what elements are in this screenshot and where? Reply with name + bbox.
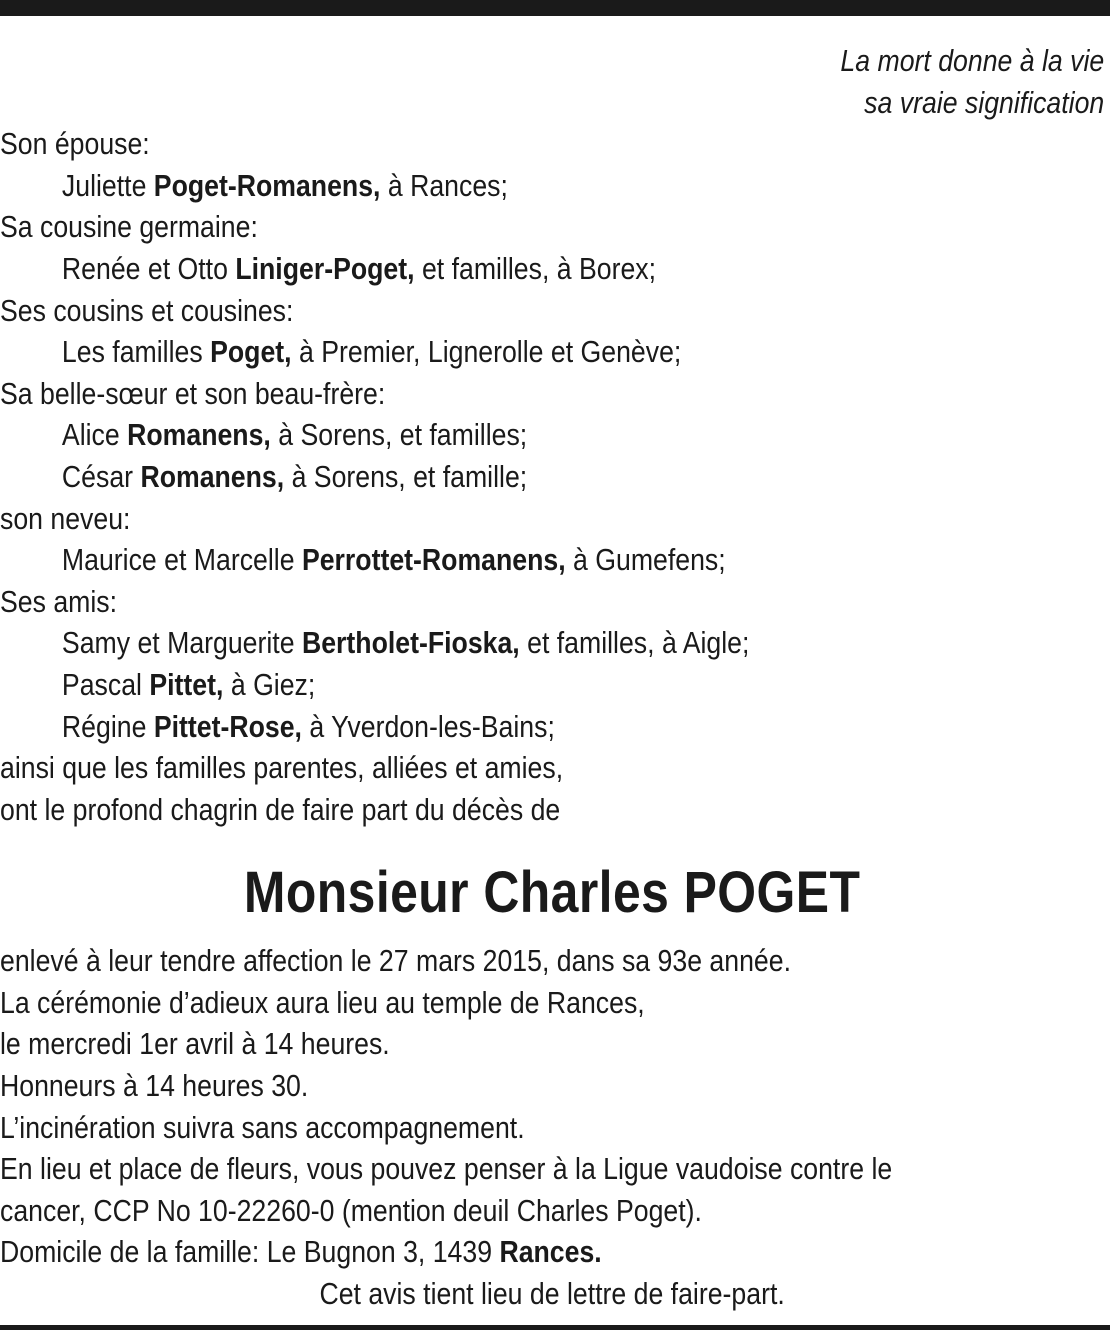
intro — [0, 747, 1104, 830]
domicile-text: Domicile de la famille: Le Bugnon 3, 1439 — [0, 1234, 500, 1270]
intro-line: ainsi que les familles parentes, alliées et amies, — [0, 750, 564, 786]
member-surname: Poget-Romanens, — [153, 167, 381, 203]
member-location: et familles, à Aigle; — [519, 625, 750, 661]
member-surname: Liniger-Poget, — [235, 250, 415, 286]
member-surname: Romanens, — [140, 458, 285, 494]
group-heading: Ses cousins et cousines: — [0, 292, 294, 328]
member-surname: Perrottet-Romanens, — [301, 542, 566, 578]
family-member — [0, 456, 1104, 498]
epigraph — [0, 40, 1104, 123]
family-member — [0, 165, 1104, 207]
member-surname: Pittet, — [149, 666, 224, 702]
family-member — [0, 664, 1104, 706]
detail-line: En lieu et place de fleurs, vous pouvez penser à la Ligue vaudoise contre le — [0, 1151, 893, 1187]
member-given-names: Renée et Otto — [61, 250, 236, 286]
family-member — [0, 414, 1104, 456]
member-location: à Rances; — [380, 167, 508, 203]
member-location: et familles, à Borex; — [414, 250, 657, 286]
epigraph-line: sa vraie signification — [864, 84, 1105, 120]
top-border-bar — [0, 0, 1110, 16]
member-given-names: Alice — [61, 417, 128, 453]
member-location: à Giez; — [223, 666, 316, 702]
group-heading: Sa cousine germaine: — [0, 209, 258, 245]
group-heading: Ses amis: — [0, 583, 118, 619]
member-surname: Bertholet-Fioska, — [301, 625, 520, 661]
member-location: à Yverdon-les-Bains; — [301, 708, 555, 744]
member-location: à Gumefens; — [565, 542, 726, 578]
member-surname: Poget, — [210, 334, 292, 370]
member-given-names: César — [61, 458, 141, 494]
family-member — [0, 331, 1104, 373]
member-location: à Sorens, et famille; — [284, 458, 528, 494]
group-heading: son neveu: — [0, 500, 131, 536]
family-member — [0, 248, 1104, 290]
detail-line: le mercredi 1er avril à 14 heures. — [0, 1026, 390, 1062]
member-given-names: Samy et Marguerite — [61, 625, 302, 661]
domicile-line — [0, 1231, 1104, 1273]
member-location: à Premier, Lignerolle et Genève; — [291, 334, 682, 370]
member-given-names: Maurice et Marcelle — [61, 542, 302, 578]
detail-line: Honneurs à 14 heures 30. — [0, 1068, 309, 1104]
family-member — [0, 706, 1104, 748]
epigraph-line: La mort donne à la vie — [840, 43, 1105, 78]
group-heading: Sa belle-sœur et son beau-frère: — [0, 375, 386, 411]
intro-line: ont le profond chagrin de faire part du décès de — [0, 791, 561, 827]
detail-line: enlevé à leur tendre affection le 27 mars 2015, dans sa 93e année. — [0, 943, 791, 979]
domicile-place: Rances. — [499, 1234, 602, 1270]
detail-line: La cérémonie d’adieux aura lieu au temple de Rances, — [0, 984, 645, 1020]
bottom-border-rule — [0, 1325, 1110, 1330]
ceremony-details — [0, 940, 1104, 1231]
group-heading: Son épouse: — [0, 126, 150, 162]
member-location: à Sorens, et familles; — [270, 417, 528, 453]
member-surname: Romanens, — [127, 417, 271, 453]
member-surname: Pittet-Rose, — [153, 708, 302, 744]
detail-line: L’incinération suivra sans accompagnement. — [0, 1109, 525, 1145]
obituary-notice — [0, 40, 1104, 1315]
member-given-names: Pascal — [61, 666, 150, 702]
closing-line: Cet avis tient lieu de lettre de faire-part. — [319, 1276, 785, 1312]
family-list — [0, 123, 1104, 747]
deceased-name: Monsieur Charles POGET — [243, 860, 861, 926]
family-member — [0, 622, 1104, 664]
member-given-names: Juliette — [61, 167, 154, 203]
member-given-names: Régine — [61, 708, 154, 744]
family-member — [0, 539, 1104, 581]
detail-line: cancer, CCP No 10-22260-0 (mention deuil Charles Poget). — [0, 1192, 702, 1228]
member-given-names: Les familles — [61, 334, 211, 370]
